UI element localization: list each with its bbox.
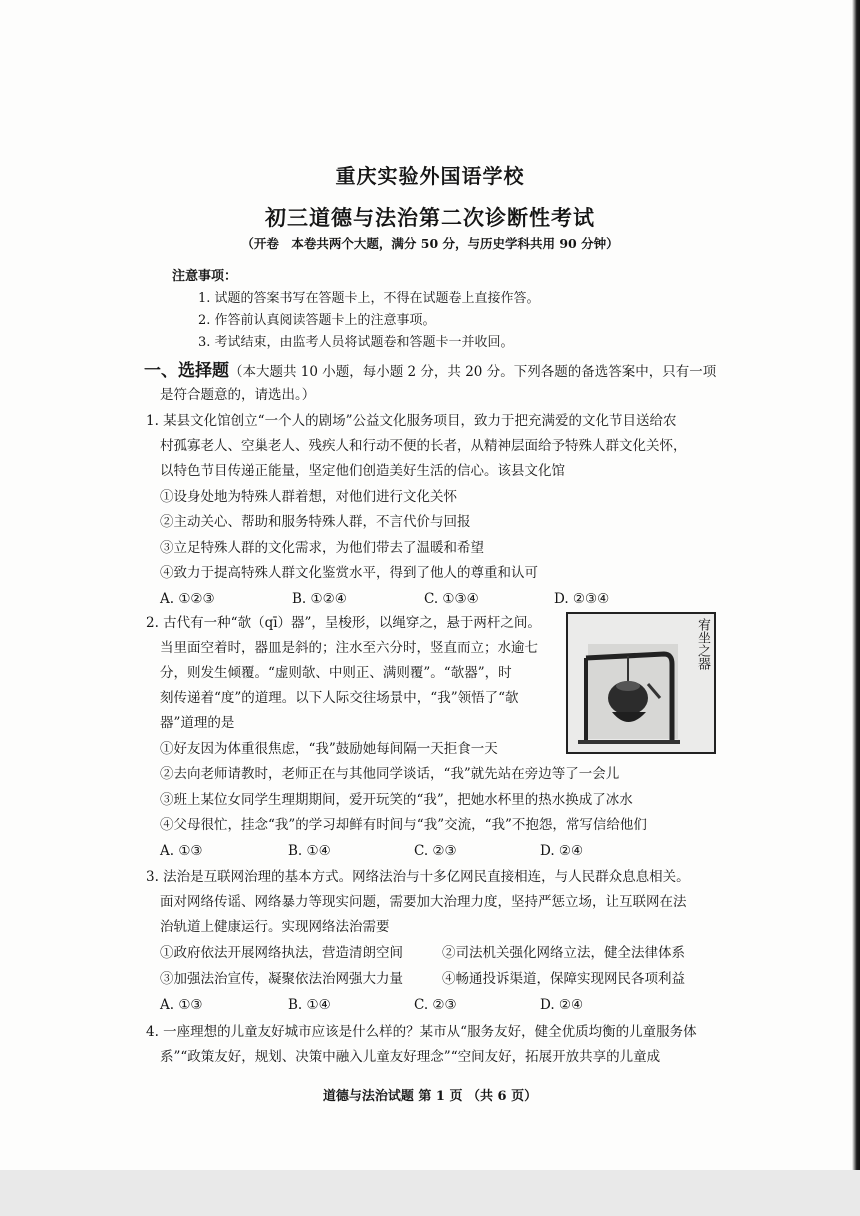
q3-option-a[interactable]: A. ①③: [160, 997, 203, 1013]
exam-info: （开卷 本卷共两个大题，满分 50 分，与历史学科共用 90 分钟）: [241, 236, 619, 251]
q2-statement-2: ②去向老师请教时，老师正在与其他同学谈话，“我”就先站在旁边等了一会儿: [160, 766, 620, 782]
notice-heading: 注意事项：: [172, 269, 238, 284]
q3-statement-1: ①政府依法开展网络执法，营造清朗空间: [160, 945, 403, 961]
q2-stem-line-2: 当里面空着时，器皿是斜的；注水至六分时，竖直而立；水逾七: [160, 640, 538, 656]
q2-option-a[interactable]: A. ①③: [160, 843, 203, 859]
q1-statement-1: ①设身处地为特殊人群着想，对他们进行文化关怀: [160, 489, 457, 505]
notice-item-2: 2. 作答前认真阅读答题卡上的注意事项。: [198, 313, 436, 328]
page-footer: 道德与法治试题 第 1 页 （共 6 页）: [322, 1089, 538, 1104]
q3-statement-2: ②司法机关强化网络立法，健全法律体系: [442, 945, 685, 961]
figure-caption: 宥坐之器: [695, 618, 710, 670]
q1-option-a[interactable]: A. ①②③: [160, 591, 215, 607]
section-1-instruction-cont: 是符合题意的，请选出。）: [160, 387, 316, 403]
q3-statement-3: ③加强法治宣传，凝聚依法治网强大力量: [160, 971, 403, 987]
q1-statement-4: ④致力于提高特殊人群文化鉴赏水平，得到了他人的尊重和认可: [160, 565, 538, 581]
q2-statement-4: ④父母很忙，挂念“我”的学习却鲜有时间与“我”交流，“我”不抱怨，常写信给他们: [160, 817, 647, 833]
q1-stem-line-2: 村孤寡老人、空巢老人、残疾人和行动不便的长者，从精神层面给予特殊人群文化关怀，: [160, 438, 687, 454]
q3-stem-line-1: 3. 法治是互联网治理的基本方式。网络法治与十多亿网民直接相连，与人民群众息息相关。: [146, 869, 690, 885]
q4-stem-line-2: 系”“政策友好，规划、决策中融入儿童友好理念”“空间友好，拓展开放共享的儿童成: [160, 1049, 661, 1065]
school-name: 重庆实验外国语学校: [335, 164, 525, 188]
q3-stem-line-2: 面对网络传谣、网络暴力等现实问题，需要加大治理力度，坚持严惩立场，让互联网在法: [160, 894, 687, 910]
q2-stem-line-5: 器”道理的是: [160, 715, 235, 731]
q1-stem-line-3: 以特色节目传递正能量，坚定他们创造美好生活的信心。该县文化馆: [160, 463, 565, 479]
q2-stem-line-3: 分，则发生倾覆。“虚则欹、中则正、满则覆”。“欹器”，时: [160, 665, 512, 681]
q4-stem-line-1: 4. 一座理想的儿童友好城市应该是什么样的？某市从“服务友好，健全优质均衡的儿童服务体: [146, 1024, 697, 1040]
notice-item-1: 1. 试题的答案书写在答题卡上，不得在试题卷上直接作答。: [198, 291, 540, 306]
q3-stem-line-3: 治轨道上健康运行。实现网络法治需要: [160, 919, 390, 935]
q1-statement-3: ③立足特殊人群的文化需求，为他们带去了温暖和希望: [160, 540, 484, 556]
section-1-instruction: （本大题共 10 小题，每小题 2 分，共 20 分。下列各题的备选答案中，只有一项: [229, 364, 717, 380]
q1-option-b[interactable]: B. ①②④: [292, 591, 347, 607]
section-1-heading: 一、选择题: [144, 361, 229, 381]
q1-option-d[interactable]: D. ②③④: [554, 591, 610, 607]
q3-option-b[interactable]: B. ①④: [288, 997, 331, 1013]
scan-bottom-margin: [0, 1170, 860, 1216]
q3-option-c[interactable]: C. ②③: [414, 997, 457, 1013]
q2-option-c[interactable]: C. ②③: [414, 843, 457, 859]
q2-statement-3: ③班上某位女同学生理期期间，爱开玩笑的“我”，把她水杯里的热水换成了冰水: [160, 792, 633, 808]
q2-stem-line-1: 2. 古代有一种“欹（qī）器”，呈梭形，以绳穿之，悬于两杆之间。: [146, 615, 541, 631]
qiqi-vessel-figure: [566, 612, 716, 754]
q2-option-d[interactable]: D. ②④: [540, 843, 584, 859]
q1-statement-2: ②主动关心、帮助和服务特殊人群，不言代价与回报: [160, 514, 471, 530]
q1-option-c[interactable]: C. ①③④: [424, 591, 479, 607]
q2-statement-1: ①好友因为体重很焦虑，“我”鼓励她每间隔一天拒食一天: [160, 741, 498, 757]
q3-statement-4: ④畅通投诉渠道，保障实现网民各项利益: [442, 971, 685, 987]
q3-option-d[interactable]: D. ②④: [540, 997, 584, 1013]
q1-stem-line-1: 1. 某县文化馆创立“一个人的剧场”公益文化服务项目，致力于把充满爱的文化节目送给农: [146, 413, 677, 429]
notice-item-3: 3. 考试结束，由监考人员将试题卷和答题卡一并收回。: [198, 335, 514, 350]
section-1-header: [144, 362, 716, 381]
exam-title: 初三道德与法治第二次诊断性考试: [265, 205, 595, 230]
q2-option-b[interactable]: B. ①④: [288, 843, 331, 859]
q2-stem-line-4: 刻传递着“度”的道理。以下人际交往场景中，“我”领悟了“欹: [160, 690, 519, 706]
